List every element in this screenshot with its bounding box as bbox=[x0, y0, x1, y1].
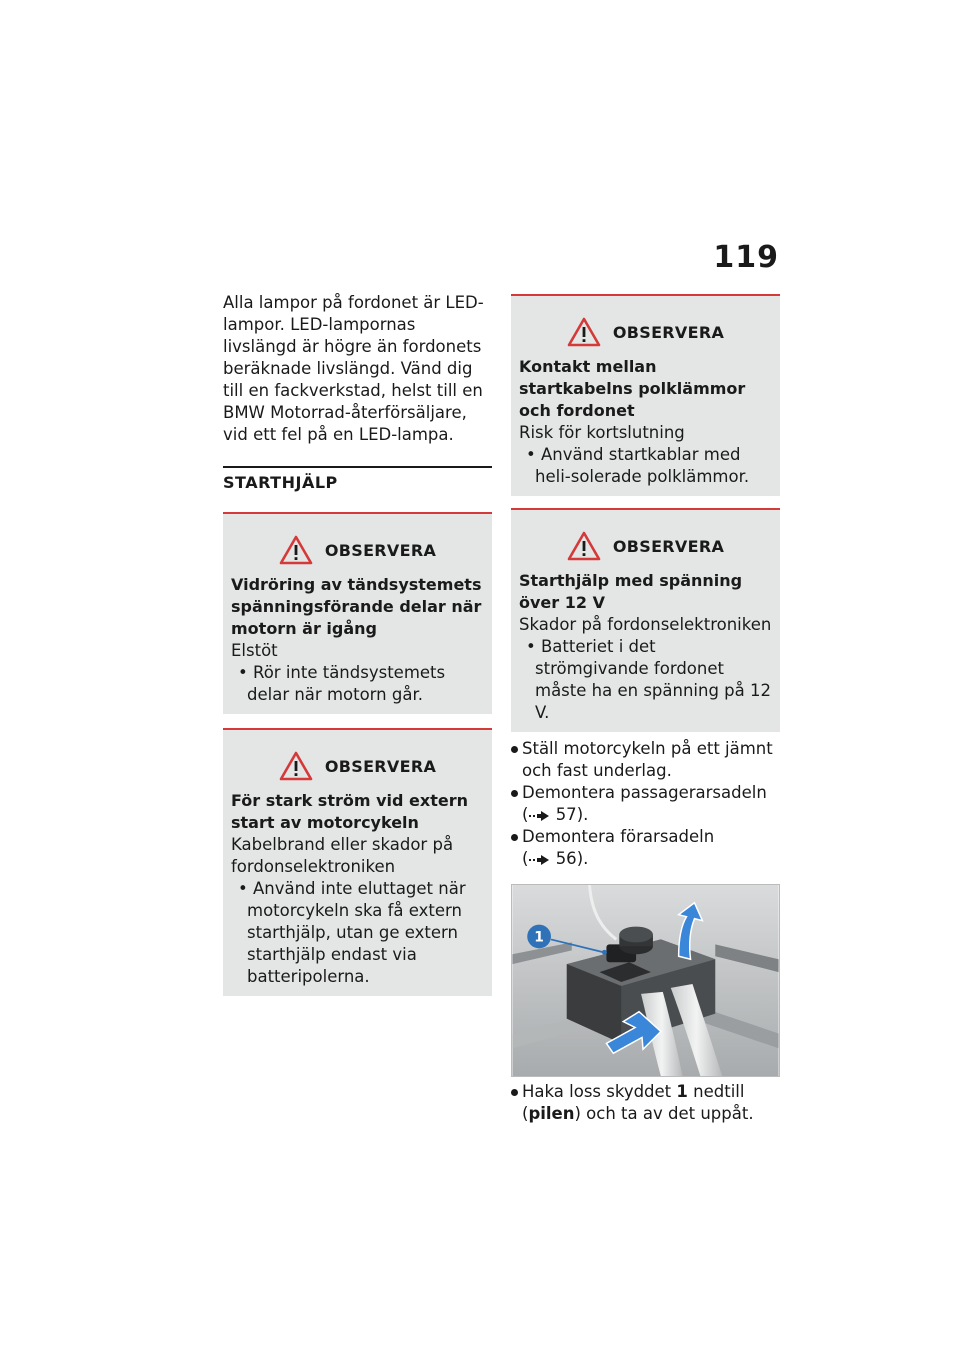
notice-title: OBSERVERA bbox=[612, 322, 725, 342]
notice-header bbox=[231, 532, 484, 568]
warning-triangle-icon bbox=[567, 317, 601, 347]
warning-triangle-icon bbox=[279, 751, 313, 781]
item-number: 1 bbox=[676, 1082, 688, 1101]
section-heading-starthjalp: STARTHJÄLP bbox=[223, 466, 492, 492]
notice-header bbox=[519, 528, 772, 564]
notice-clamp-contact bbox=[511, 294, 780, 496]
step-text: ) och ta av det uppåt. bbox=[574, 1104, 754, 1123]
notice-bullet: • Rör inte tändsystemets delar när motorn går. bbox=[238, 663, 446, 704]
notice-title: OBSERVERA bbox=[612, 536, 725, 556]
page-reference[interactable]: 57 bbox=[555, 805, 577, 824]
notice-subtitle: Kontakt mellan startkabelns polklämmor och fordonet bbox=[519, 357, 746, 420]
notice-bullet: • Använd startkablar med heli-solerade polklämmor. bbox=[526, 445, 750, 486]
step-text: Demontera förarsadeln bbox=[522, 827, 715, 846]
notice-risk: Elstöt bbox=[231, 641, 278, 660]
notice-subtitle: Vidröring av tändsystemets spänningsförande delar när motorn är igång bbox=[231, 575, 482, 638]
ref-close: ). bbox=[576, 805, 589, 824]
step-text: nedtill bbox=[693, 1082, 745, 1101]
notice-header bbox=[231, 748, 484, 784]
page-reference-arrow-icon bbox=[528, 810, 550, 822]
page-reference[interactable]: 56 bbox=[555, 849, 577, 868]
notice-subtitle: Starthjälp med spänning över 12 V bbox=[519, 571, 743, 612]
notice-ignition bbox=[223, 512, 492, 714]
notice-bullet: • Använd inte eluttaget när motorcykeln ska få extern starthjälp, utan ge extern starthjälp endast via batteripolerna. bbox=[238, 879, 466, 986]
figure-callout-label: 1 bbox=[534, 929, 544, 946]
list-item bbox=[511, 826, 780, 870]
arrow-keyword: pilen bbox=[528, 1104, 575, 1123]
notice-risk: Kabelbrand eller skador på fordonselektroniken bbox=[231, 835, 454, 876]
notice-subtitle: För stark ström vid extern start av motorcykeln bbox=[231, 791, 468, 832]
page-reference-arrow-icon bbox=[528, 854, 550, 866]
notice-title: OBSERVERA bbox=[324, 540, 437, 560]
notice-voltage bbox=[511, 508, 780, 732]
led-intro-paragraph: Alla lampor på fordonet är LED-lampor. LED-lampornas livslängd är högre än fordonets beräknade livslängd. Vänd dig till en fackverkstad, helst till en BMW Motorrad-återförsäljare, vid ett fel på en LED-lampa. bbox=[223, 293, 484, 444]
paren-open: ( bbox=[522, 1104, 529, 1123]
warning-triangle-icon bbox=[279, 535, 313, 565]
notice-risk: Skador på fordonselektroniken bbox=[519, 615, 772, 634]
notice-risk: Risk för kortslutning bbox=[519, 423, 685, 442]
step-text: Demontera passagerarsadeln bbox=[522, 783, 767, 802]
right-column bbox=[511, 294, 780, 1125]
notice-external-start bbox=[223, 728, 492, 996]
ref-close: ). bbox=[576, 849, 589, 868]
notice-title: OBSERVERA bbox=[324, 756, 437, 776]
battery-cover-figure bbox=[511, 884, 780, 1077]
list-item bbox=[511, 1081, 780, 1125]
ref-open: ( bbox=[522, 805, 529, 824]
ref-open: ( bbox=[522, 849, 529, 868]
step-list bbox=[511, 738, 780, 870]
list-item bbox=[511, 782, 780, 826]
step-list-final bbox=[511, 1081, 780, 1125]
warning-triangle-icon bbox=[567, 531, 601, 561]
left-column bbox=[223, 292, 492, 996]
step-text: Ställ motorcykeln på ett jämnt och fast underlag. bbox=[522, 739, 773, 780]
notice-bullet: • Batteriet i det strömgivande fordonet måste ha en spänning på 12 V. bbox=[526, 637, 771, 722]
step-text: Haka loss skyddet bbox=[522, 1082, 672, 1101]
page-number: 119 bbox=[713, 240, 779, 275]
notice-header bbox=[519, 314, 772, 350]
list-item bbox=[511, 738, 780, 782]
